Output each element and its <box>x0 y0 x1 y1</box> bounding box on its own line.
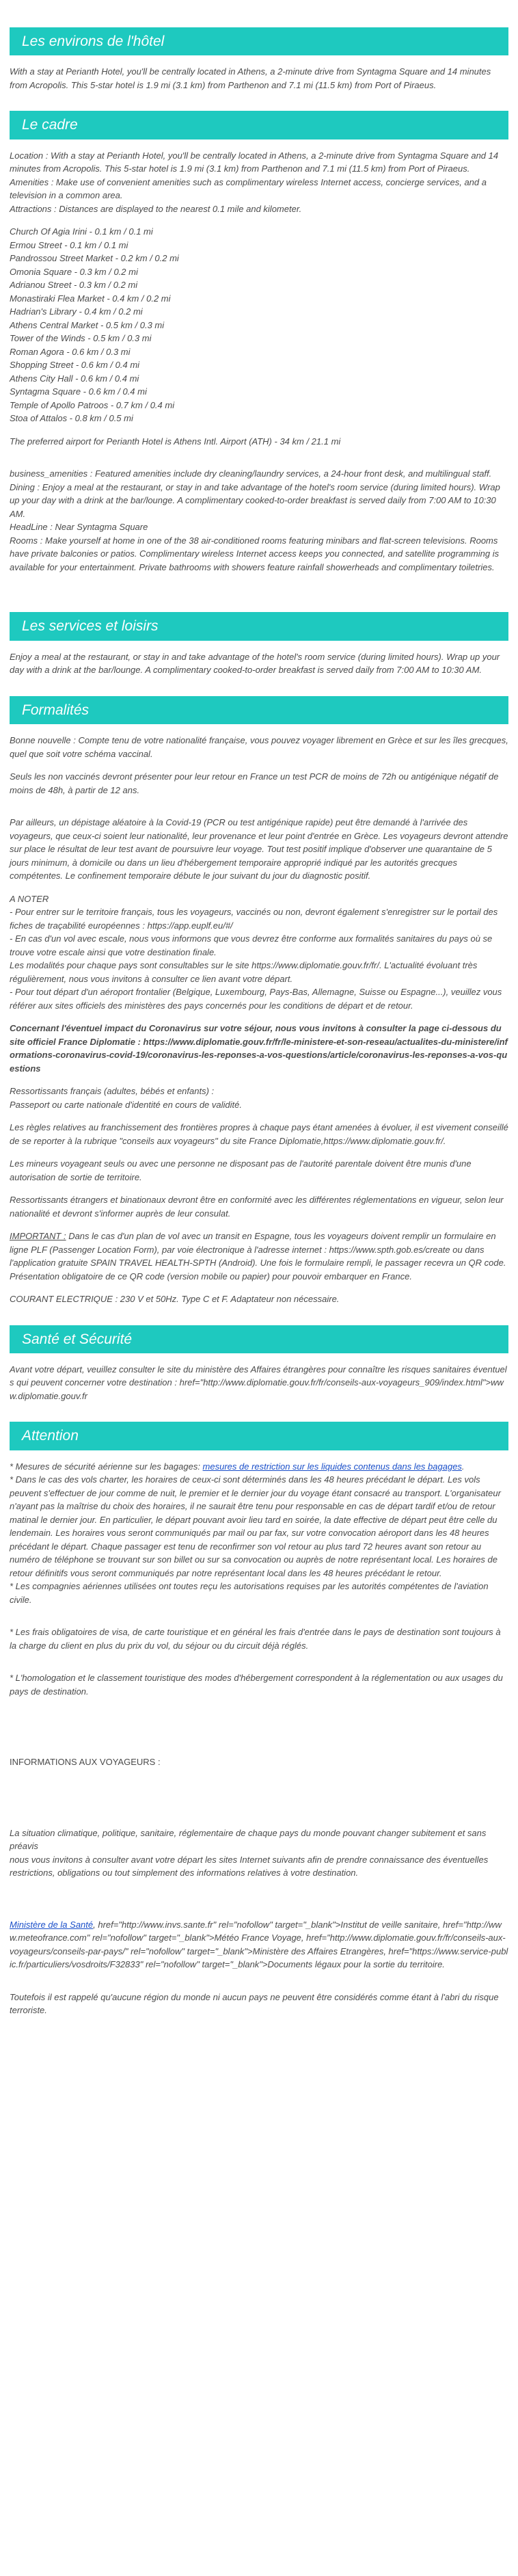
cadre-location: Location : With a stay at Perianth Hotel, you'll be centrally located in Athens, a 2-minute drive from Syntagma Square and 14 minutes from Acropolis. This 5-star hotel is 1.9 mi (3.1 km) from Parthenon and 7.1 mi (11.5 km) from Port of Piraeus. <box>10 150 499 174</box>
section-title-cadre: Le cadre <box>10 111 508 139</box>
note-title: A NOTER <box>10 893 49 904</box>
regles-text: Les règles relatives au franchissement des frontières propres à chaque pays étant amenées à évoluer, il est vivement conseillé de se reporter à la rubrique "conseils aux voyageurs" du site France Diplomatie,https://www.diplomatie.gouv.fr/. <box>10 1122 508 1146</box>
important-notice <box>10 1230 508 1283</box>
important-label: IMPORTANT : <box>10 1231 66 1242</box>
section-title-formalites: Formalités <box>10 696 508 724</box>
bagages-prefix: * Mesures de sécurité aérienne sur les bagages: <box>10 1461 203 1472</box>
attraction-item: Tower of the Winds - 0.5 km / 0.3 mi <box>10 333 152 344</box>
mineurs-text: Les mineurs voyageant seuls ou avec une personne ne disposant pas de l'autorité parentale doivent être munis d'une autorisation de sortie de territoire. <box>10 1158 472 1182</box>
etrangers-text: Ressortissants étrangers et binationaux devront être en conformité avec les différentes réglementations en vigueur, selon leur nationalité et devront s'informer auprès de leur consulat. <box>10 1195 504 1219</box>
ministere-sante-link[interactable]: Ministère de la Santé <box>10 1919 94 1930</box>
situation-text: La situation climatique, politique, sanitaire, réglementaire de chaque pays du monde pouvant changer subitement et sans préavis nous vous invitons à consulter avant votre départ les sites Internet suivants afin de prendre connaissance des éventuelles restrictions, obligations ou tout simplement des informations relatives à votre destination. <box>10 1827 489 1878</box>
cadre-content <box>10 149 508 574</box>
attention-content <box>10 1460 508 2017</box>
formalites-p3: Par ailleurs, un dépistage aléatoire à la Covid-19 (PCR ou test antigénique rapide) peut être demandé à l'arrivée des voyageurs, que ceux-ci soient leur nationalité, leur provenance et leur point d'entrée en Grèce. Les voyageurs devront attendre sur place le résultat de leur test avant de poursuivre leur voyage. Tout test positif implique d'observer une quarantaine de 5 jours minimum, à domicile ou dans un lieu d'hébergement temporaire approprié indiqué par les autorités grecques compétentes. Le confinement temporaire débute le jour suivant du jour du diagnostic positif. <box>10 817 508 881</box>
attraction-item: Stoa of Attalos - 0.8 km / 0.5 mi <box>10 413 133 424</box>
section-title-sante: Santé et Sécurité <box>10 1325 508 1353</box>
ministere-links-text: , href="http://www.invs.sante.fr" rel="nofollow" target="_blank">Institut de veille sanitaire, href="http://www.meteofrance.com" rel="nofollow" target="_blank">Météo France Voyage, href="http://www.diplomatie.gouv.fr/fr/conseils-aux-voyageurs/conseils-par-pays/" rel="nofollow" target="_blank">Ministère des Affaires Etrangères, href="https://www.service-public.fr/particuliers/vosdroits/F32833" rel="nofollow" target="_blank">Documents légaux pour la sortie du territoire. <box>10 1919 508 1970</box>
environs-text: With a stay at Perianth Hotel, you'll be centrally located in Athens, a 2-minute drive from Syntagma Square and 14 minutes from Acropolis. This 5-star hotel is 1.9 mi (3.1 km) from Parthenon and 7.1 mi (11.5 km) from Port of Piraeus. <box>10 66 491 90</box>
cadre-amenities: Amenities : Make use of convenient amenities such as complimentary wireless Internet access, concierge services, and a television in a common area. <box>10 176 487 201</box>
cadre-airport: The preferred airport for Perianth Hotel is Athens Intl. Airport (ATH) - 34 km / 21.1 mi <box>10 436 341 447</box>
attraction-item: Pandrossou Street Market - 0.2 km / 0.2 mi <box>10 253 179 264</box>
cadre-business: business_amenities : Featured amenities include dry cleaning/laundry services, a 24-hour front desk, and multilingual staff. <box>10 468 492 479</box>
attractions-list <box>10 225 508 425</box>
note-line: - Pour entrer sur le territoire français, tous les voyageurs, vaccinés ou non, devront également s'enregistrer sur le portail des fiches de traçabilité européennes : https://app.euplf.eu/#/ <box>10 907 498 931</box>
note-line: - En cas d'un vol avec escale, nous vous informons que vous devrez être conforme aux formalités sanitaires du pays où se trouve votre escale ainsi que votre destination finale. <box>10 933 493 957</box>
ressortissants-title: Ressortissants français (adultes, bébés et enfants) : <box>10 1086 215 1097</box>
important-text: Dans le cas d'un plan de vol avec un transit en Espagne, tous les voyageurs doivent remplir un formulaire en ligne PLF (Passenger Location Form), par voie électronique à l'adresse internet : https://www.spth.gob.es/create ou dans l'application gratuite SPAIN TRAVEL HEALTH-SPTH (Android). Une fois le formulaire rempli, le passager recevra un QR code. Présentation obligatoire de ce QR code (version mobile ou papier) pour pouvoir embarquer en France. <box>10 1231 506 1282</box>
bagages-restriction-link[interactable]: mesures de restriction sur les liquides contenus dans les bagages <box>202 1461 462 1472</box>
note-line: - Pour tout départ d'un aéroport frontalier (Belgique, Luxembourg, Pays-Bas, Allemagne, Suisse ou Espagne...), veuillez vous référer aux sites officiels des ministères des pays concernés pour les conditions de départ et de retour. <box>10 987 502 1011</box>
services-text: Enjoy a meal at the restaurant, or stay in and take advantage of the hotel's room service (during limited hours). Wrap up your day with a drink at the bar/lounge. A complimentary cooked-to-order breakfast is served daily from 7:00 AM to 10:30 AM. <box>10 651 500 676</box>
section-title-services: Les services et loisirs <box>10 612 508 640</box>
courant-text: COURANT ELECTRIQUE : 230 V et 50Hz. Type C et F. Adaptateur non nécessaire. <box>10 1294 340 1305</box>
section-title-attention: Attention <box>10 1422 508 1450</box>
attraction-item: Hadrian's Library - 0.4 km / 0.2 mi <box>10 306 143 317</box>
attraction-item: Adrianou Street - 0.3 km / 0.2 mi <box>10 280 138 291</box>
page-content <box>0 27 518 2017</box>
horaires-text: * Dans le cas des vols charter, les horaires de ceux-ci sont déterminés dans les 48 heures précédant le départ. Les vols peuvent s'effectuer de jour comme de nuit, le premier et le dernier jour du voyage étant consacré au transport. L'organisateur n'ayant pas la maîtrise du choix des horaires, il ne saurait être tenu pour responsable en cas de départ tardif et/ou de retour matinal le dernier jour. En particulier, le départ pouvant avoir lieu tard en soirée, la date effective de départ peut être celle du lendemain. Les horaires vous seront communiqués par mail ou par fax, sur votre convocation aéroport dans les 48 heures précédant le départ. Chaque passager est tenu de reconfirmer son vol retour au plus tard 72 heures avant son retour au numéro de téléphone se trouvant sur son billet ou sur sa convocation ou auprès de notre représentant local. Les horaires de retour définitifs vous seront communiqués par notre représentant local dans les 48 heures précédant le retour. <box>10 1474 501 1578</box>
cadre-headline: HeadLine : Near Syntagma Square <box>10 522 148 533</box>
terrorisme-text: Toutefois il est rappelé qu'aucune région du monde ni aucun pays ne peuvent être considérés comme étant à l'abri du risque terroriste. <box>10 1991 499 2016</box>
bagages-suffix: . <box>461 1461 465 1472</box>
homologation-text: * L'homologation et le classement touristique des modes d'hébergement correspondent à la réglementation ou aux usages du pays de destination. <box>10 1673 503 1697</box>
attraction-item: Temple of Apollo Patroos - 0.7 km / 0.4 mi <box>10 399 175 410</box>
coronavirus-notice: Concernant l'éventuel impact du Coronavirus sur votre séjour, nous vous invitons à consulter la page ci-dessous du site officiel France Diplomatie : https://www.diplomatie.gouv.fr/fr/le-ministere-et-son-reseau/actualites-du-ministere/informations-coronavirus-covid-19/coronavirus-les-reponses-a-vos-questions/article/coronavirus-les-reponses-a-vos-questions <box>10 1023 508 1074</box>
attraction-item: Church Of Agia Irini - 0.1 km / 0.1 mi <box>10 226 153 237</box>
ministere-links <box>10 1918 508 1971</box>
section-title-environs: Les environs de l'hôtel <box>10 27 508 55</box>
formalites-p1: Bonne nouvelle : Compte tenu de votre nationalité française, vous pouvez voyager librement en Grèce et sur les îles grecques, quel que soit votre schéma vaccinal. <box>10 735 508 759</box>
note-line: Les modalités pour chaque pays sont consultables sur le site https://www.diplomatie.gouv.fr/fr/. L'actualité évoluant très régulièrement, nous vous invitons à consulter ce lien avant votre départ. <box>10 960 478 984</box>
attraction-item: Athens City Hall - 0.6 km / 0.4 mi <box>10 373 139 384</box>
attraction-item: Ermou Street - 0.1 km / 0.1 mi <box>10 239 128 250</box>
formalites-content <box>10 734 508 1306</box>
bagages-notice <box>10 1460 508 1474</box>
formalites-p2: Seuls les non vaccinés devront présenter pour leur retour en France un test PCR de moins de 72h ou antigénique négatif de moins de 48h, à partir de 12 ans. <box>10 771 499 795</box>
attraction-item: Omonia Square - 0.3 km / 0.2 mi <box>10 266 138 277</box>
infos-voyageurs-title: INFORMATIONS AUX VOYAGEURS : <box>10 1757 161 1768</box>
cadre-rooms: Rooms : Make yourself at home in one of the 38 air-conditioned rooms featuring minibars and flat-screen televisions. Rooms have private balconies or patios. Complimentary wireless Internet access keeps you connected, and satellite programming is available for your entertainment. Private bathrooms with showers feature rainfall showerheads and complimentary toiletries. <box>10 535 500 572</box>
attraction-item: Roman Agora - 0.6 km / 0.3 mi <box>10 346 131 357</box>
attraction-item: Shopping Street - 0.6 km / 0.4 mi <box>10 360 140 371</box>
attraction-item: Monastiraki Flea Market - 0.4 km / 0.2 mi <box>10 293 171 304</box>
cadre-attractions: Attractions : Distances are displayed to the nearest 0.1 mile and kilometer. <box>10 203 302 214</box>
attraction-item: Syntagma Square - 0.6 km / 0.4 mi <box>10 386 147 397</box>
attraction-item: Athens Central Market - 0.5 km / 0.3 mi <box>10 319 165 330</box>
compagnies-text: * Les compagnies aériennes utilisées ont toutes reçu les autorisations requises par les autorités compétentes de l'aviation civile. <box>10 1581 489 1605</box>
ressortissants-text: Passeport ou carte nationale d'identité en cours de validité. <box>10 1099 242 1110</box>
frais-text: * Les frais obligatoires de visa, de carte touristique et en général les frais d'entrée dans le pays de destination sont toujours à la charge du client en plus du prix du vol, du séjour ou du circuit déjà réglés. <box>10 1627 501 1651</box>
cadre-dining: Dining : Enjoy a meal at the restaurant, or stay in and take advantage of the hotel's room service (during limited hours). Wrap up your day with a drink at the bar/lounge. A complimentary cooked-to-order breakfast is served daily from 7:00 AM to 10:30 AM. <box>10 481 500 519</box>
sante-text: Avant votre départ, veuillez consulter le site du ministère des Affaires étrangères pour connaître les risques sanitaires éventuels qui peuvent concerner votre destination : href="http://www.diplomatie.gouv.fr/fr/conseils-aux-voyageurs_909/index.html">www.diplomatie.gouv.fr <box>10 1364 507 1401</box>
